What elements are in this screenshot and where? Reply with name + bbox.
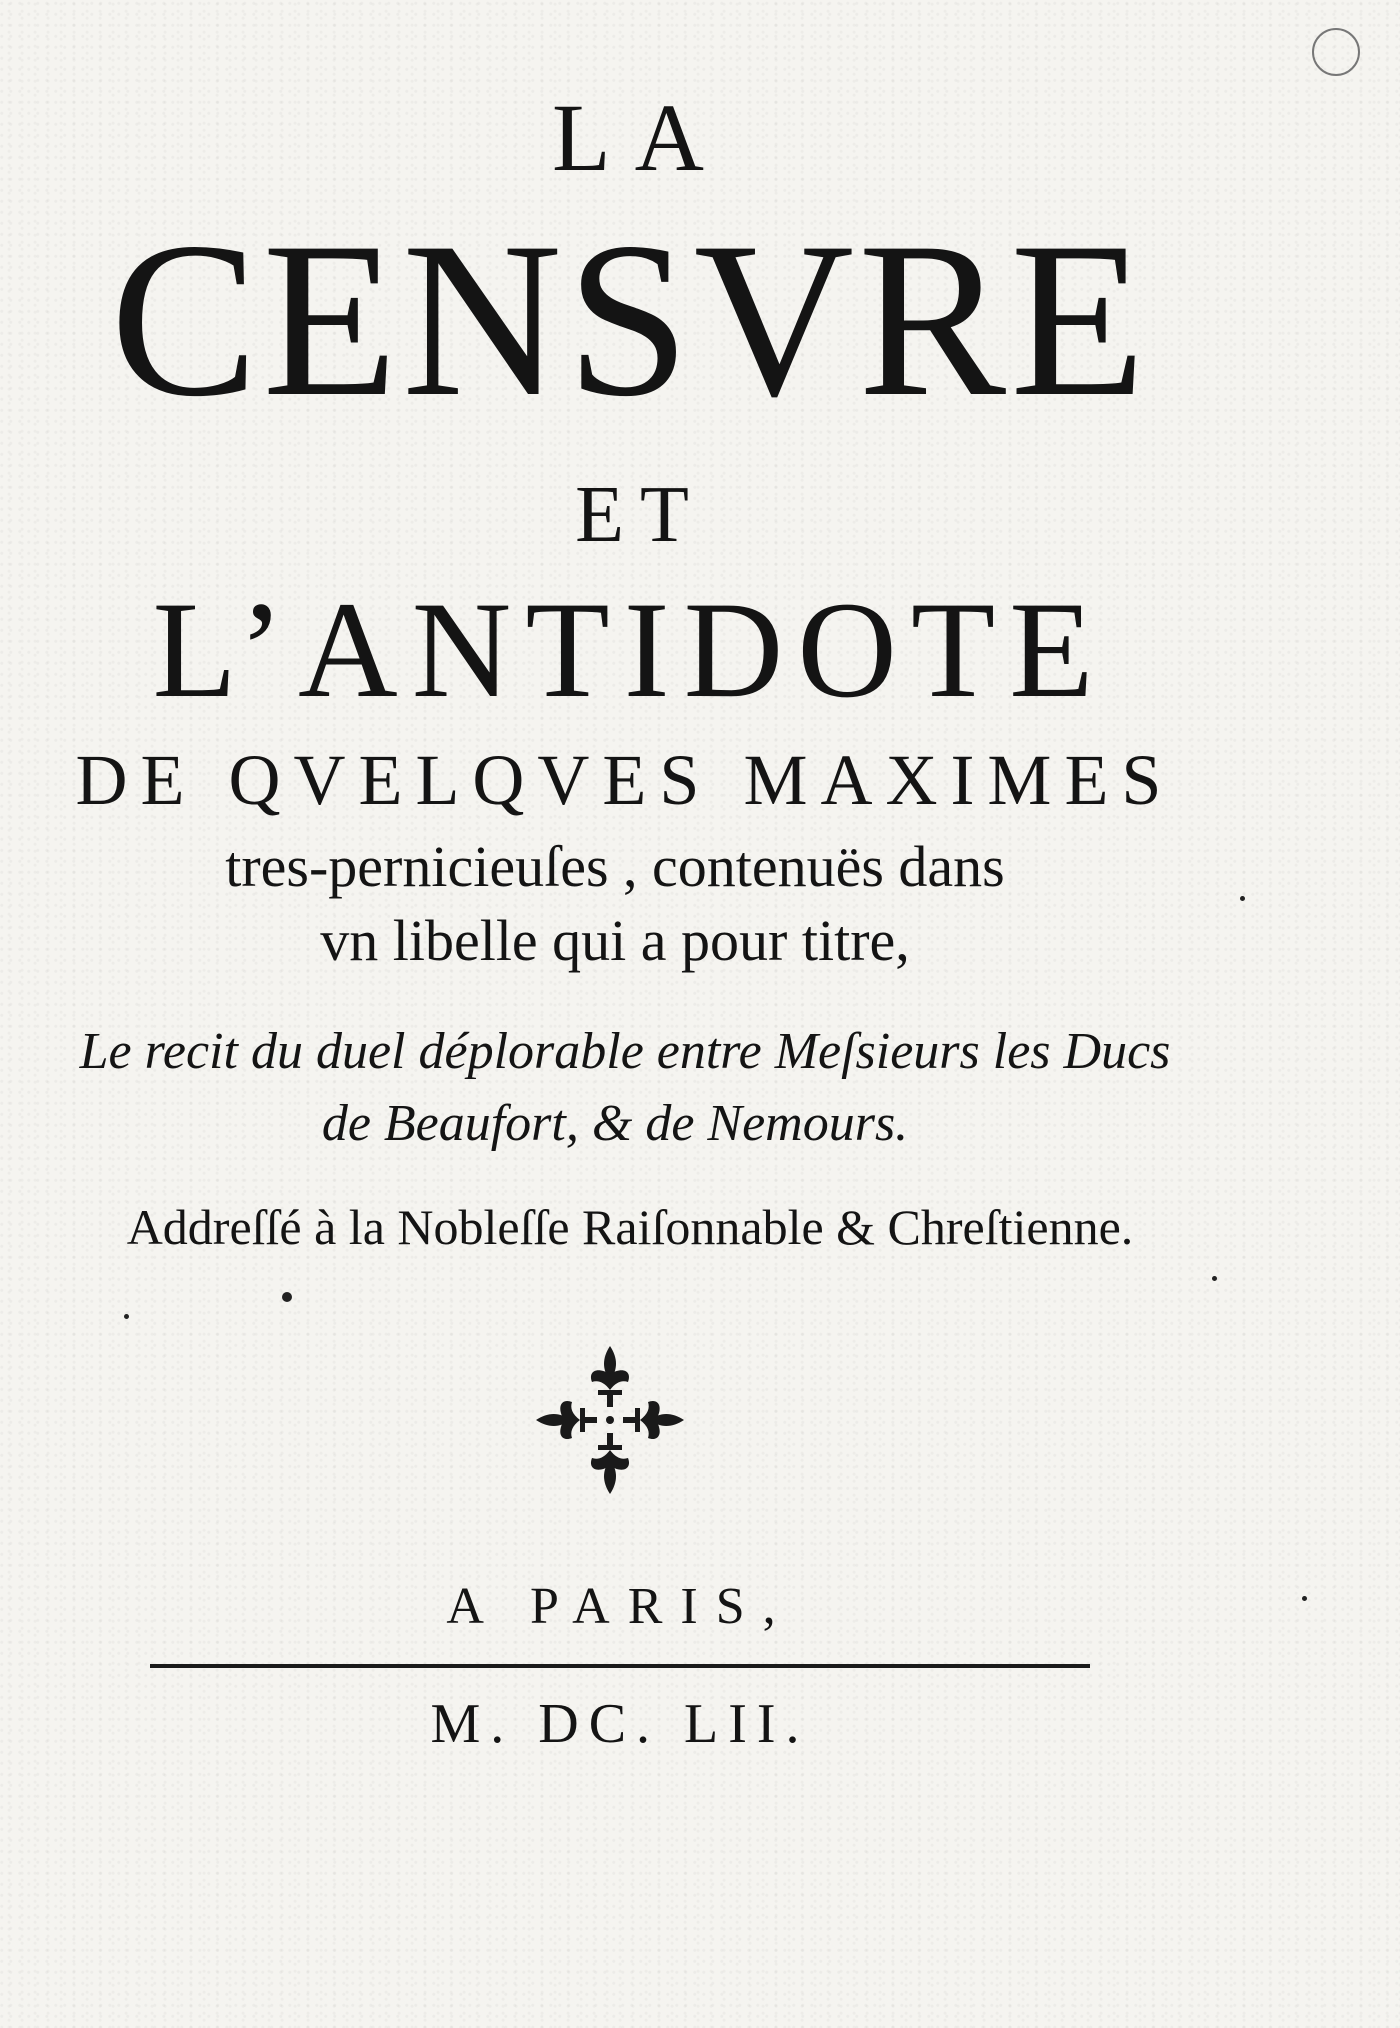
libelle-title-line-1: Le recit du duel déplorable entre Meſsieurs les Ducs: [79, 1023, 1171, 1080]
subtitle-line-2: vn libelle qui a pour titre,: [320, 908, 910, 973]
title-article: LA: [552, 84, 728, 191]
imprint-place: A PARIS,: [446, 1578, 794, 1635]
title-conjunction: ET: [575, 471, 705, 559]
imprint-date: M. DC. LII.: [430, 1693, 810, 1755]
ink-speck: [124, 1314, 129, 1319]
title-main-word: CENSVRE: [110, 197, 1150, 443]
ink-speck: [282, 1292, 292, 1302]
subtitle-maximes: DE QVELQVES MAXIMES: [75, 740, 1175, 820]
dedication-line: Addreſſé à la Nobleſſe Raiſonnable & Chreſtienne.: [126, 1199, 1134, 1255]
ink-speck: [1302, 1596, 1307, 1601]
ink-speck: [1240, 896, 1245, 901]
libelle-title-line-2: de Beaufort, & de Nemours.: [321, 1095, 909, 1152]
fleur-de-lis-cross-ornament-icon: [530, 1340, 690, 1500]
title-second-word: L’ANTIDOTE: [152, 573, 1108, 726]
imprint-rule: [150, 1664, 1090, 1668]
ink-speck: [1212, 1276, 1217, 1281]
subtitle-line-1: tres-pernicieuſes , contenuës dans: [225, 834, 1005, 899]
library-stamp-icon: [1312, 28, 1360, 76]
